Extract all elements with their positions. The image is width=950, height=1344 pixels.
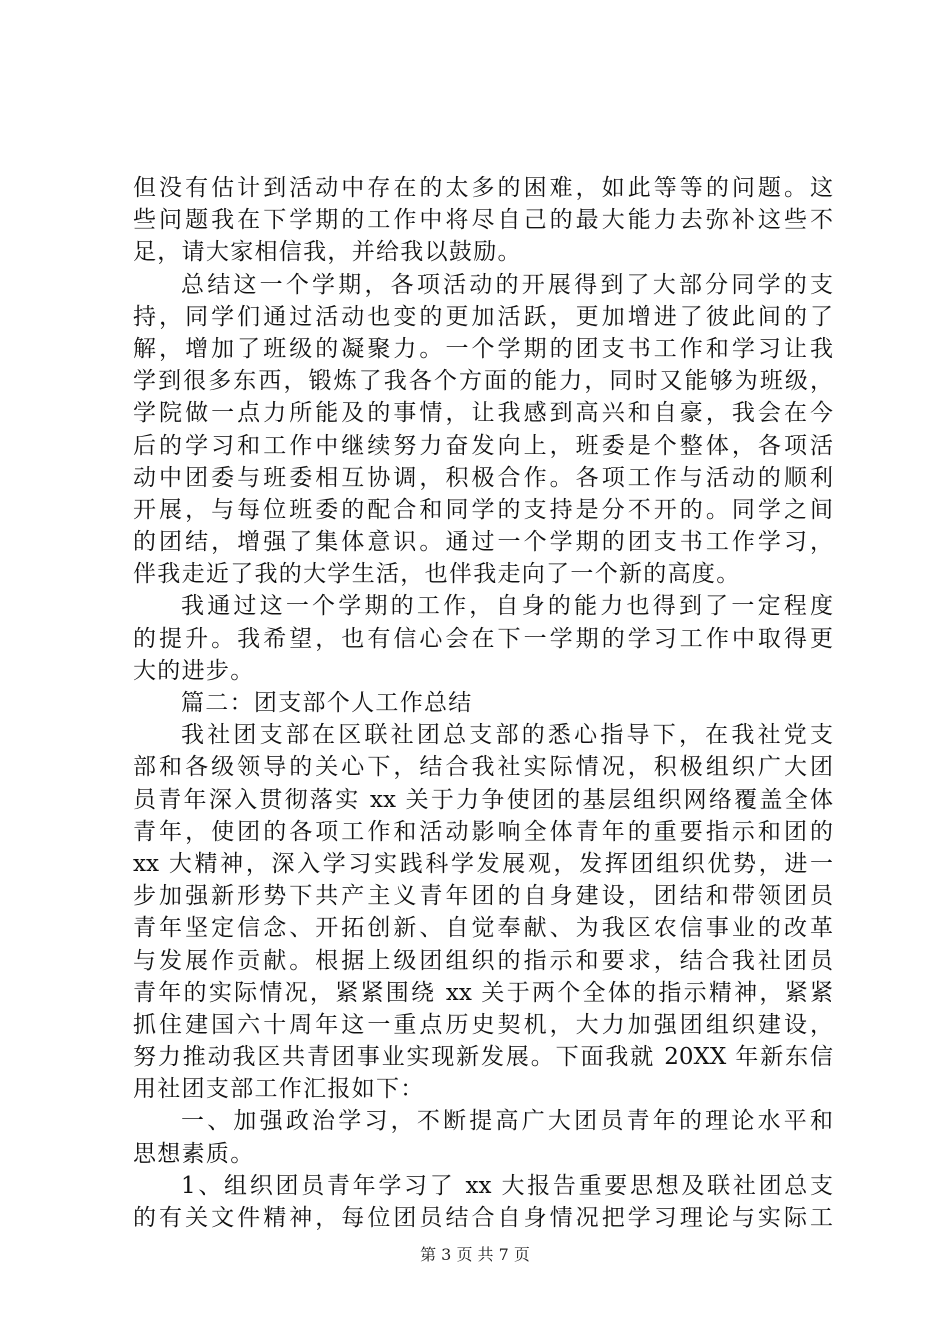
text-line: 部和各级领导的关心下，结合我社实际情况，积极组织广大团 [133,754,833,781]
text-line: 一、加强政治学习，不断提高广大团员青年的理论水平和 [181,1108,833,1135]
text-line: 的提升。我希望，也有信心会在下一学期的学习工作中取得更 [133,625,833,652]
text-line: 1、组织团员青年学习了 xx 大报告重要思想及联社团总支 [181,1172,833,1199]
text-line: 些问题我在下学期的工作中将尽自己的最大能力去弥补这些不 [133,207,833,234]
text-line: 大的进步。 [133,657,255,684]
text-line: 用社团支部工作汇报如下： [133,1076,425,1103]
text-line: 但没有估计到活动中存在的太多的困难，如此等等的问题。这 [133,175,833,201]
text-line: xx 大精神，深入学习实践科学发展观，发挥团组织优势，进一 [133,850,833,877]
text-line: 解，增加了班级的凝聚力。一个学期的团支书工作和学习让我 [133,335,833,362]
text-line: 青年，使团的各项工作和活动影响全体青年的重要指示和团的 [133,818,833,845]
text-line: 总结这一个学期，各项活动的开展得到了大部分同学的支 [181,271,833,298]
text-line: 员青年深入贯彻落实 xx 关于力争使团的基层组织网络覆盖全体 [133,786,833,813]
text-line: 学到很多东西，锻炼了我各个方面的能力，同时又能够为班级， [133,368,833,395]
text-line: 学院做一点力所能及的事情，让我感到高兴和自豪，我会在今 [133,400,833,427]
text-line: 青年坚定信念、开拓创新、自觉奉献、为我区农信事业的改革 [133,915,833,942]
text-line: 足，请大家相信我，并给我以鼓励。 [133,239,522,266]
text-line: 开展，与每位班委的配合和同学的支持是分不开的。同学之间 [133,496,833,523]
text-line: 持，同学们通过活动也变的更加活跃，更加增进了彼此间的了 [133,303,833,330]
text-line: 动中团委与班委相互协调，积极合作。各项工作与活动的顺利 [133,464,833,491]
text-line: 思想素质。 [133,1140,255,1167]
text-line: 的有关文件精神，每位团员结合自身情况把学习理论与实际工 [133,1205,833,1231]
text-line: 与发展作贡献。根据上级团组织的指示和要求，结合我社团员 [133,947,833,974]
text-line: 努力推动我区共青团事业实现新发展。下面我就 20XX 年新东信 [133,1044,833,1071]
text-line: 后的学习和工作中继续努力奋发向上，班委是个整体，各项活 [133,432,833,459]
text-line: 我通过这一个学期的工作，自身的能力也得到了一定程度 [181,593,833,620]
text-line: 青年的实际情况，紧紧围绕 xx 关于两个全体的指示精神，紧紧 [133,979,833,1006]
text-line: 抓住建国六十周年这一重点历史契机，大力加强团组织建设， [133,1011,833,1038]
document-body [133,172,833,1234]
page-footer: 第 3 页 共 7 页 [420,1245,530,1264]
text-line: 篇二：团支部个人工作总结 [181,690,473,716]
text-line: 伴我走近了我的大学生活，也伴我走向了一个新的高度。 [133,561,741,588]
text-line: 步加强新形势下共产主义青年团的自身建设，团结和带领团员 [133,883,833,910]
text-line: 我社团支部在区联社团总支部的悉心指导下，在我社党支 [181,722,833,749]
text-line: 的团结，增强了集体意识。通过一个学期的团支书工作学习， [133,529,833,556]
